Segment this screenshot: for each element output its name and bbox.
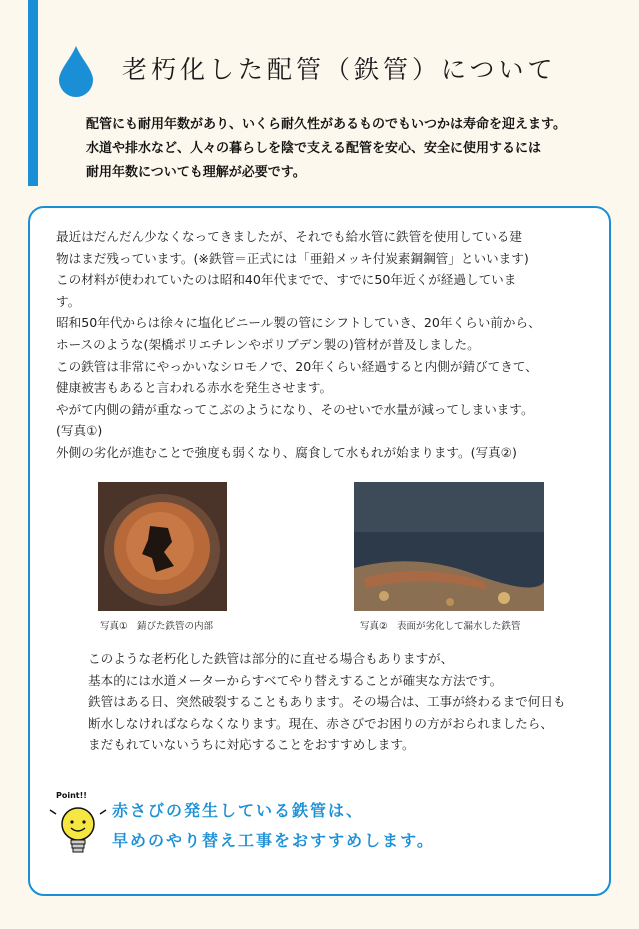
lightbulb-icon — [44, 782, 114, 862]
leaking-pipe-photo — [354, 482, 544, 611]
body-text — [56, 226, 596, 464]
body-line: す。 — [56, 293, 81, 309]
body-line: 健康被害もあると言われる赤水を発生させます。 — [56, 380, 333, 396]
body-line: ホースのような(架橋ポリエチレンやポリブデン製の)管材が普及しました。 — [56, 336, 480, 352]
point-line: 早めのやり替え工事をおすすめします。 — [112, 831, 435, 850]
accent-bar — [28, 0, 38, 186]
water-drop-icon — [56, 44, 96, 98]
body-line: 基本的には水道メーターからすべてやり替えすることが確実な方法です。 — [88, 672, 503, 688]
body-line: 最近はだんだん少なくなってきましたが、それでも給水管に鉄管を使用している建 — [56, 229, 522, 244]
photo2-caption: 写真② 表面が劣化して漏水した鉄管 — [360, 621, 521, 632]
intro-text — [86, 113, 616, 185]
body-line: このような老朽化した鉄管は部分的に直せる場合もありますが、 — [88, 651, 454, 666]
body-line: 鉄管はある日、突然破裂することもあります。その場合は、工事が終わるまで何日も — [88, 694, 566, 710]
content-card — [28, 206, 611, 896]
body-line: 昭和50年代からは徐々に塩化ビニール製の管にシフトしていき、20年くらい前から、 — [56, 315, 541, 331]
body-line: 外側の劣化が進むことで強度も弱くなり、腐食して水もれが始まります。(写真②) — [56, 444, 517, 460]
intro-line: 水道や排水など、人々の暮らしを陰で支える配管を安心、安全に使用するには — [86, 141, 542, 156]
intro-line: 配管にも耐用年数があり、いくら耐久性があるものでもいつかは寿命を迎えます。 — [86, 117, 566, 132]
rusted-pipe-interior-photo — [98, 482, 227, 611]
body-line: 断水しなければならなくなります。現在、赤さびでお困りの方がおられましたら、 — [88, 715, 553, 731]
point-badge: Point!! — [56, 791, 87, 800]
point-line: 赤さびの発生している鉄管は、 — [112, 801, 365, 820]
body-line: この鉄管は非常にやっかいなシロモノで、20年くらい経過すると内側が錆びてきて、 — [56, 358, 538, 374]
body-line: (写真①) — [56, 423, 103, 439]
body-line: 物はまだ残っています。(※鉄管＝正式には「亜鉛メッキ付炭素鋼鋼管」といいます) — [56, 250, 529, 266]
body-line: この材料が使われていたのは昭和40年代までで、すでに50年近くが経過していま — [56, 272, 517, 288]
page-header — [56, 38, 616, 108]
photo1-caption: 写真① 錆びた鉄管の内部 — [100, 621, 214, 632]
point-message — [112, 796, 435, 856]
body-line: まだもれていないうちに対応することをおすすめします。 — [88, 737, 415, 753]
body-text-2 — [88, 648, 608, 756]
intro-line: 耐用年数についても理解が必要です。 — [86, 165, 306, 180]
page-title: 老朽化した配管（鉄管）について — [122, 55, 557, 84]
body-line: やがて内側の錆が重なってこぶのようになり、そのせいで水量が減ってしまいます。 — [56, 401, 534, 417]
